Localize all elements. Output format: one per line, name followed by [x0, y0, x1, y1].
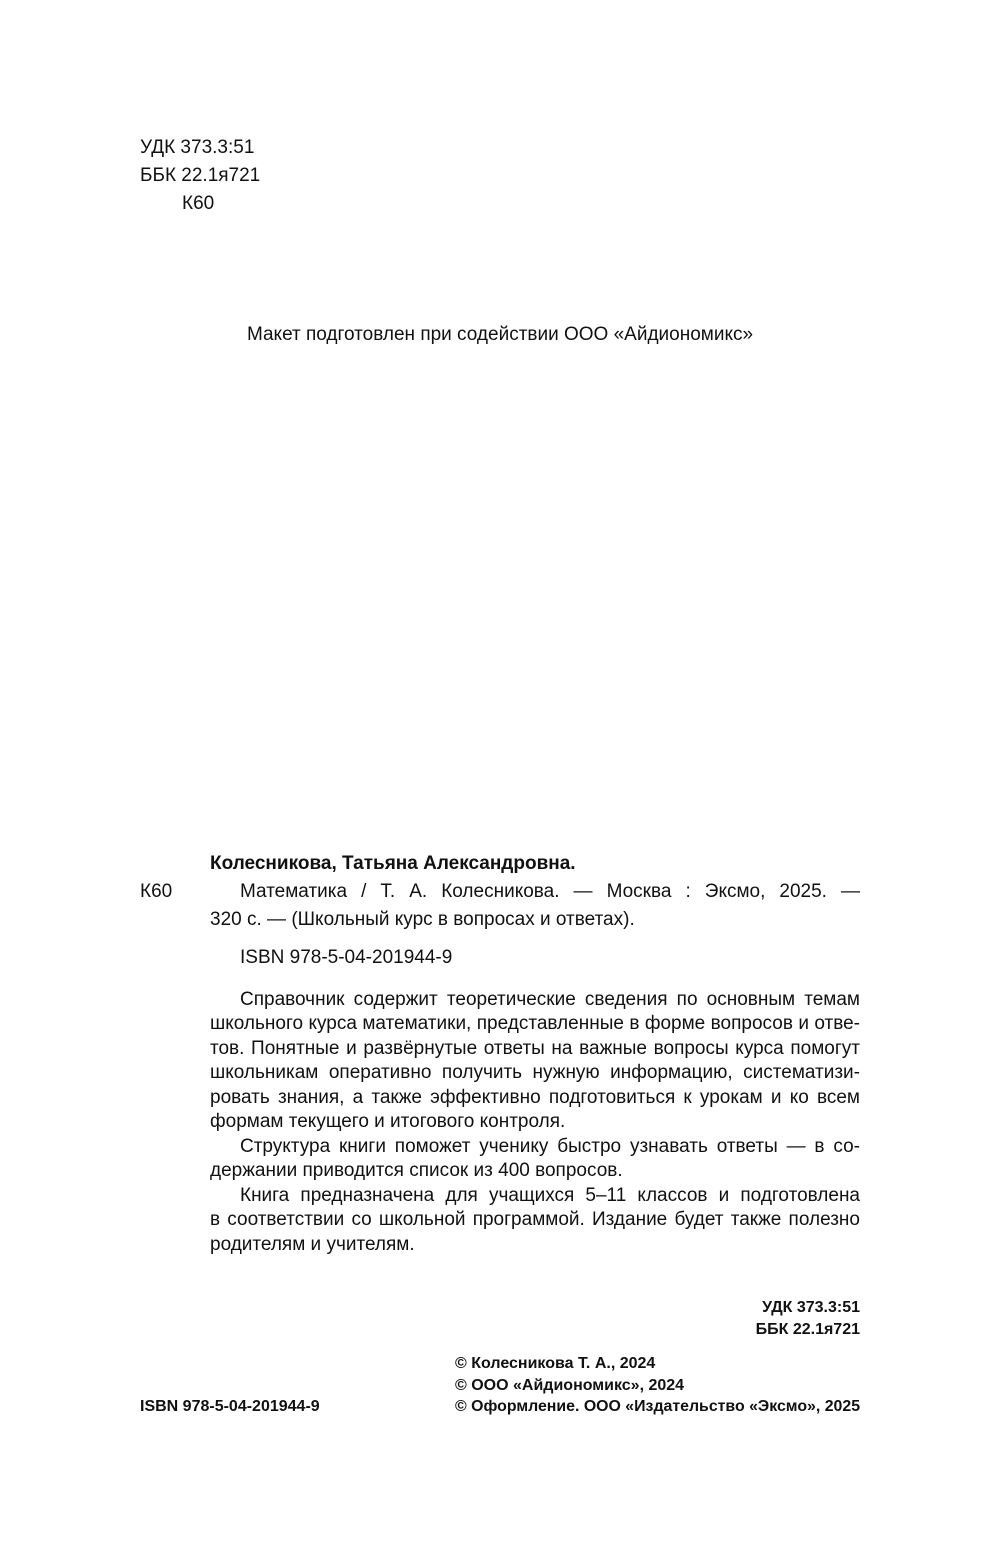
- classification-bbk: ББК 22.1я721: [755, 1321, 860, 1338]
- header-author-mark: К60: [182, 193, 215, 214]
- record-author-mark: К60: [140, 881, 173, 902]
- annotation-line: Книга предназначена для учащихся 5–11 классов и подготовлена: [240, 1185, 860, 1206]
- layout-credit: Макет подготовлен при содействии ООО «Айдиономикс»: [246, 324, 754, 345]
- annotation-line: тов. Понятные и развёрнутые ответы на важные вопросы курса помогут: [210, 1038, 860, 1059]
- annotation-line: Структура книги поможет ученику быстро узнавать ответы — в со-: [240, 1136, 860, 1157]
- author-heading: Колесникова, Татьяна Александровна.: [210, 853, 576, 874]
- annotation-line: школьникам оперативно получить нужную информацию, систематизи-: [210, 1062, 860, 1083]
- annotation-line: держании приводится список из 400 вопросов.: [210, 1160, 623, 1181]
- header-udk: УДК 373.3:51: [140, 137, 255, 158]
- copyright-line: © Оформление. ООО «Издательство «Эксмо», 2025: [455, 1398, 861, 1415]
- annotation-line: школьного курса математики, представленные в форме вопросов и отве-: [210, 1013, 860, 1034]
- copyright-line: © ООО «Айдиономикс», 2024: [455, 1377, 685, 1394]
- isbn-bold: ISBN 978-5-04-201944-9: [140, 1398, 320, 1415]
- annotation-line: ровать знания, а также эффективно подготовиться к урокам и ко всем: [210, 1087, 860, 1108]
- classification-udk: УДК 373.3:51: [762, 1299, 860, 1316]
- annotation-line: формам текущего и итогового контроля.: [210, 1111, 566, 1132]
- annotation-line: Справочник содержит теоретические сведения по основным темам: [240, 989, 860, 1010]
- record-isbn: ISBN 978-5-04-201944-9: [240, 947, 453, 968]
- title-line: 320 с. — (Школьный курс в вопросах и ответах).: [210, 909, 635, 930]
- annotation-line: родителям и учителям.: [210, 1234, 415, 1255]
- annotation-line: в соответствии со школьной программой. Издание будет также полезно: [210, 1209, 860, 1230]
- title-line: Математика / Т. А. Колесникова. — Москва : Эксмо, 2025. —: [240, 881, 860, 902]
- header-bbk: ББК 22.1я721: [140, 165, 261, 186]
- copyright-line: © Колесникова Т. А., 2024: [455, 1355, 656, 1372]
